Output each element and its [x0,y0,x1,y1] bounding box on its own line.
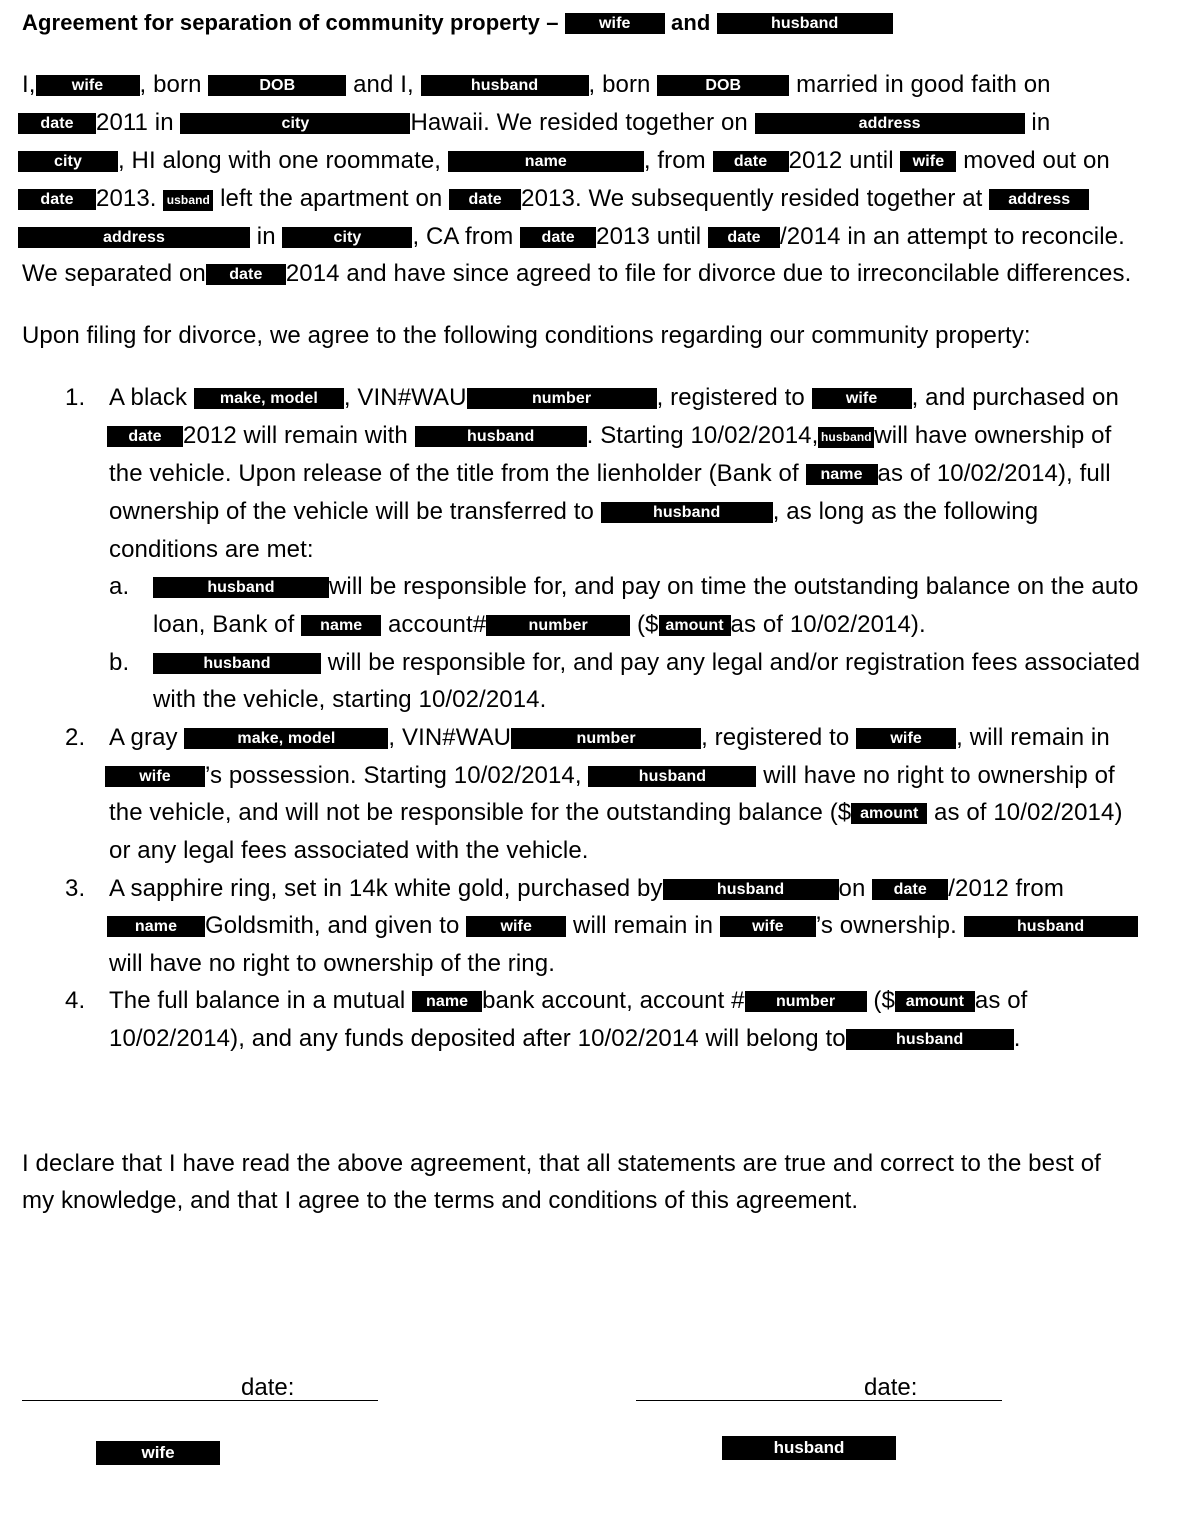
redaction-date: date [107,426,183,447]
redaction-name: name [301,615,381,636]
item-1-line-5: conditions are met: [109,536,314,563]
redaction-date: date [708,227,780,248]
item-4-line-2: 10/02/2014), and any funds deposited after 10/02/2014 will belong to husband . [109,1025,1021,1052]
item-3-line-2: name Goldsmith, and given to wife will remain in wife ’s ownership. husband [107,911,1138,941]
redaction-dob: DOB [208,75,346,96]
item-2-line-1: 2. A gray make, model , VIN#WAU number , registered to wife , will remain in [65,724,1110,751]
redaction-name: name [412,991,482,1012]
item-3-line-3: will have no right to ownership of the ring. [109,950,555,977]
document-title: Agreement for separation of community property – wife and husband [22,8,893,38]
intro-line-5: address in city , CA from date 2013 until date /2014 in an attempt to reconcile. [18,222,1125,252]
redaction-husband: husband [964,916,1138,937]
signature-date-label-wife: date: [241,1374,295,1401]
redaction-husband: husband [588,766,756,787]
declaration-line-1: I declare that I have read the above agreement, that all statements are true and correct to the best of [22,1150,1101,1177]
redaction-address: address [18,227,250,248]
redaction-date: date [713,151,789,172]
redaction-husband: husband [663,879,839,900]
redaction-husband: husband [415,426,587,447]
item-1b-line-1: b. husband will be responsible for, and pay any legal and/or registration fees associated [109,649,1141,676]
redaction-husband: husband [601,502,773,523]
item-1a-line-2: loan, Bank of name account# number ($ amount as of 10/02/2014). [153,611,926,638]
redaction-city: city [282,227,412,248]
intro-line-4: date 2013. usband left the apartment on date 2013. We subsequently resided together at address [18,184,1089,214]
redaction-wife: wife [105,766,205,787]
redaction-date: date [206,264,286,285]
redaction-wife: wife [900,151,956,172]
signature-name-wife: wife [96,1441,220,1465]
item-1-line-2: date 2012 will remain with husband . Starting 10/02/2014, husband will have ownership of [107,421,1111,451]
signature-name-husband: husband [722,1436,896,1460]
redaction-dob: DOB [657,75,789,96]
declaration-line-2: my knowledge, and that I agree to the terms and conditions of this agreement. [22,1187,859,1214]
redaction-wife: wife [565,13,665,34]
item-3-line-1: 3. A sapphire ring, set in 14k white gold, purchased by husband on date /2012 from [65,875,1064,902]
redaction-wife: wife [36,75,140,96]
intro-line-1: I, wife , born DOB and I, husband , born DOB married in good faith on [22,71,1051,98]
item-2-line-4: or any legal fees associated with the vehicle. [109,837,589,864]
redaction-wife: wife [720,916,816,937]
item-1-line-3: the vehicle. Upon release of the title from the lienholder (Bank of name as of 10/02/2014), full [109,460,1111,487]
intro-line-6: We separated on date 2014 and have since agreed to file for divorce due to irreconcilable differences. [22,260,1132,287]
redaction-husband: husband [846,1029,1014,1050]
redaction-name: name [448,151,644,172]
signature-line-husband [636,1400,1002,1401]
redaction-husband: husband [421,75,589,96]
redaction-date: date [520,227,596,248]
redaction-number: number [745,991,867,1012]
redaction-make-model: make, model [184,728,388,749]
redaction-amount: amount [851,803,927,824]
redaction-date: date [18,189,96,210]
redaction-date: date [449,189,521,210]
item-4-line-1: 4. The full balance in a mutual name bank account, account # number ($ amount as of [65,987,1028,1014]
item-2-line-3: the vehicle, and will not be responsible for the outstanding balance ($ amount as of 10/02/2014) [109,799,1123,826]
redaction-address: address [989,189,1089,210]
intro-line-3: city , HI along with one roommate, name , from date 2012 until wife moved out on [18,146,1110,176]
item-1a-line-1: a. husband will be responsible for, and pay on time the outstanding balance on the auto [109,573,1139,600]
redaction-city: city [18,151,118,172]
item-1-line-1: 1. A black make, model , VIN#WAU number , registered to wife , and purchased on [65,384,1119,411]
redaction-wife: wife [856,728,956,749]
redaction-wife: wife [812,388,912,409]
intro-line-2: date 2011 in city Hawaii. We resided together on address in [18,108,1050,138]
redaction-husband: husband [717,13,893,34]
redaction-make-model: make, model [194,388,344,409]
redaction-number: number [467,388,657,409]
redaction-date: date [18,113,96,134]
redaction-husband: husband [818,427,874,448]
redaction-number: number [486,615,630,636]
item-1b-line-2: with the vehicle, starting 10/02/2014. [153,686,547,713]
redaction-address: address [755,113,1025,134]
redaction-wife: wife [466,916,566,937]
signature-date-label-husband: date: [864,1374,918,1401]
redaction-name: name [107,916,205,937]
redaction-amount: amount [895,991,975,1012]
signature-line-wife [22,1400,378,1401]
redaction-number: number [511,728,701,749]
redaction-husband: husband [153,653,321,674]
redaction-husband: husband [153,577,329,598]
item-1-line-4: ownership of the vehicle will be transferred to husband , as long as the following [109,498,1039,525]
redaction-amount: amount [659,615,731,636]
redaction-husband: usband [163,190,213,211]
redaction-date: date [872,879,948,900]
item-2-line-2: wife ’s possession. Starting 10/02/2014, husband will have no right to ownership of [105,761,1115,791]
upon-filing-text: Upon filing for divorce, we agree to the following conditions regarding our community property: [22,322,1031,349]
redaction-city: city [180,113,410,134]
redaction-name: name [806,464,878,485]
